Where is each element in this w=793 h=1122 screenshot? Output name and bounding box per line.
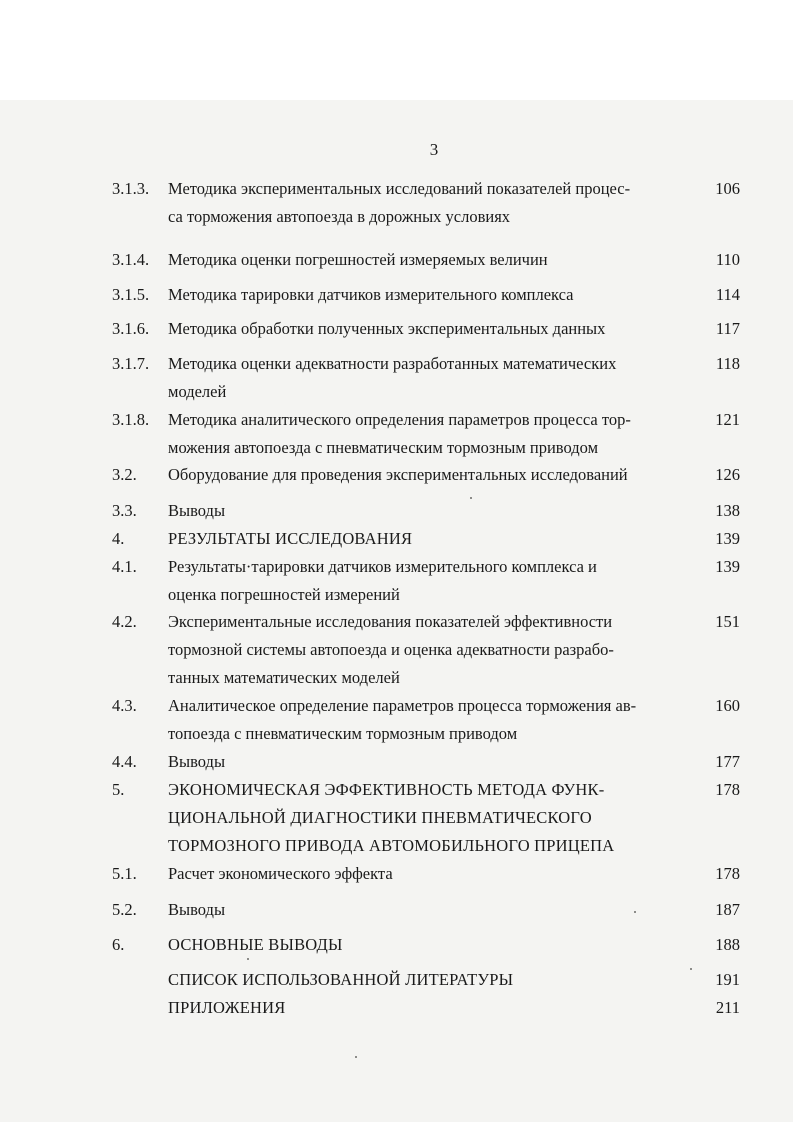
toc-entry-page: 178	[715, 864, 740, 883]
toc-entry-title-line: оценка погрешностей измерений	[168, 585, 400, 604]
toc-entry-title-line: тормозной системы автопоезда и оценка адекватности разрабо-	[168, 640, 614, 659]
toc-entry-number: 5.1.	[112, 864, 137, 883]
toc-entry-page: 126	[715, 465, 740, 484]
toc-entry-page: 118	[715, 354, 740, 373]
toc-entry-page: 110	[715, 250, 740, 269]
toc-entry-title-line: можения автопоезда с пневматическим тормозным приводом	[168, 438, 599, 457]
toc-entry-number: 5.2.	[112, 900, 137, 919]
toc-entry-number: 4.1.	[112, 557, 137, 576]
scan-top-margin	[0, 0, 793, 100]
toc-entry-title-line: ЭКОНОМИЧЕСКАЯ ЭФФЕКТИВНОСТЬ МЕТОДА ФУНК-	[168, 780, 605, 799]
toc-entry-title-line: Аналитическое определение параметров процесса торможения ав-	[168, 696, 637, 715]
toc-entry-number: 4.3.	[112, 696, 137, 715]
toc-entry-page: 117	[715, 319, 740, 338]
toc-entry-title-line: СПИСОК ИСПОЛЬЗОВАННОЙ ЛИТЕРАТУРЫ	[168, 970, 514, 989]
toc-entry-number: 3.1.8.	[112, 410, 150, 429]
toc-entry-title-line: танных математических моделей	[168, 668, 400, 687]
toc-entry-page: 121	[715, 410, 740, 429]
toc-entry-number: 5.	[112, 780, 125, 799]
toc-entry-title-line: Оборудование для проведения экспериментальных исследований	[168, 465, 628, 484]
toc-entry-page: 160	[715, 696, 740, 715]
toc-entry-title-line: РЕЗУЛЬТАТЫ ИССЛЕДОВАНИЯ	[168, 529, 413, 548]
toc-entry-title-line: ОСНОВНЫЕ ВЫВОДЫ	[168, 935, 343, 954]
toc-entry-number: 3.2.	[112, 465, 137, 484]
toc-entry-title-line: ЦИОНАЛЬНОЙ ДИАГНОСТИКИ ПНЕВМАТИЧЕСКОГО	[168, 808, 592, 827]
toc-entry-number: 3.1.7.	[112, 354, 150, 373]
scan-speck	[470, 497, 472, 499]
toc-entry-number: 3.1.4.	[112, 250, 150, 269]
toc-entry-title-line: Методика экспериментальных исследований показателей процес-	[168, 179, 631, 198]
scan-speck	[355, 1056, 357, 1058]
toc-entry-number: 4.4.	[112, 752, 137, 771]
toc-entry-number: 3.1.6.	[112, 319, 150, 338]
toc-entry-title-line: моделей	[168, 382, 227, 401]
toc-entry-title-line: Методика аналитического определения параметров процесса тор-	[168, 410, 631, 429]
scan-speck	[247, 958, 249, 960]
toc-entry-page: 188	[715, 935, 740, 954]
toc-entry-number: 4.	[112, 529, 125, 548]
toc-entry-page: 151	[715, 612, 740, 631]
toc-entry-title-line: Выводы	[168, 900, 226, 919]
toc-entry-page: 191	[715, 970, 740, 989]
toc-entry-title-line: са торможения автопоезда в дорожных условиях	[168, 207, 511, 226]
toc-entry-number: 6.	[112, 935, 125, 954]
toc-entry-page: 114	[715, 285, 740, 304]
toc-entry-title-line: Экспериментальные исследования показателей эффективности	[168, 612, 613, 631]
toc-entry-page: 187	[715, 900, 740, 919]
toc-entry-title-line: ПРИЛОЖЕНИЯ	[168, 998, 286, 1017]
toc-entry-title-line: Методика оценки адекватности разработанных математических	[168, 354, 617, 373]
toc-entry-page: 211	[715, 998, 740, 1017]
toc-entry-title-line: ТОРМОЗНОГО ПРИВОДА АВТОМОБИЛЬНОГО ПРИЦЕПА	[168, 836, 615, 855]
toc-entry-page: 177	[715, 752, 740, 771]
toc-entry-title-line: Выводы	[168, 752, 226, 771]
toc-entry-number: 3.3.	[112, 501, 137, 520]
toc-entry-page: 139	[715, 529, 740, 548]
toc-entry-title-line: Методика оценки погрешностей измеряемых величин	[168, 250, 548, 269]
toc-entry-page: 178	[715, 780, 740, 799]
toc-entry-number: 4.2.	[112, 612, 137, 631]
page-number: 3	[429, 140, 439, 159]
scan-speck	[634, 911, 636, 913]
toc-entry-page: 106	[715, 179, 740, 198]
toc-entry-page: 139	[715, 557, 740, 576]
toc-entry-number: 3.1.3.	[112, 179, 150, 198]
toc-entry-number: 3.1.5.	[112, 285, 150, 304]
toc-entry-title-line: Методика обработки полученных экспериментальных данных	[168, 319, 606, 338]
toc-entry-title-line: топоезда с пневматическим тормозным приводом	[168, 724, 518, 743]
toc-entry-page: 138	[715, 501, 740, 520]
toc-entry-title-line: Методика тарировки датчиков измерительного комплекса	[168, 285, 574, 304]
scan-speck	[690, 968, 692, 970]
toc-entry-title-line: Выводы	[168, 501, 226, 520]
toc-entry-title-line: Результаты·тарировки датчиков измерительного комплекса и	[168, 557, 597, 576]
toc-entry-title-line: Расчет экономического эффекта	[168, 864, 393, 883]
